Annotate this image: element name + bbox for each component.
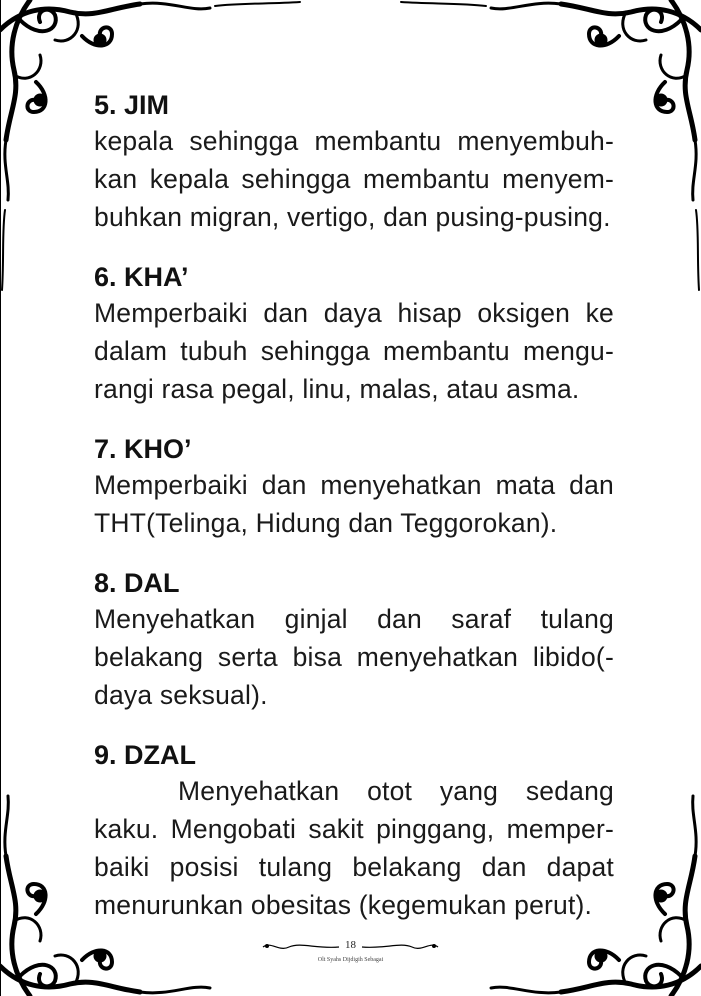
section-kho [94,432,614,542]
left-flourish-icon [261,940,341,954]
section-body: Menyehatkan otot yang sedang kaku. Mengobati sakit pinggang, memper-baiki posisi tulang belakang dan dapat menurunkan obesitas (kegemukan perut). [94,776,614,920]
section-kha [94,260,614,408]
page-number: 18 [345,939,356,951]
section-heading: 5. JIM [94,90,170,120]
right-flourish-icon [360,940,440,954]
page-footer [0,938,701,963]
section-body: kepala sehingga membantu menyembuh-kan kepala sehingga membantu menyem-buhkan migran, vertigo, dan pusing-pusing. [94,126,614,232]
section-heading: 8. DAL [94,568,180,598]
section-dal [94,566,614,714]
section-dzal [94,738,614,924]
page-content [94,88,614,948]
section-heading: 6. KHA’ [94,262,189,292]
footer-caption: Olt Syahs Dijdigih Sebagai [317,957,384,963]
section-heading: 9. DZAL [94,740,197,770]
section-body: Memperbaiki dan daya hisap oksigen ke dalam tubuh sehingga membantu mengu-rangi rasa pegal, linu, malas, atau asma. [94,298,614,404]
section-heading: 7. KHO’ [94,434,192,464]
section-body: Memperbaiki dan menyehatkan mata dan THT(Telinga, Hidung dan Teggorokan). [94,470,614,538]
section-jim [94,88,614,236]
section-body: Menyehatkan ginjal dan saraf tulang belakang serta bisa menyehatkan libido(-daya seksual). [94,604,614,710]
